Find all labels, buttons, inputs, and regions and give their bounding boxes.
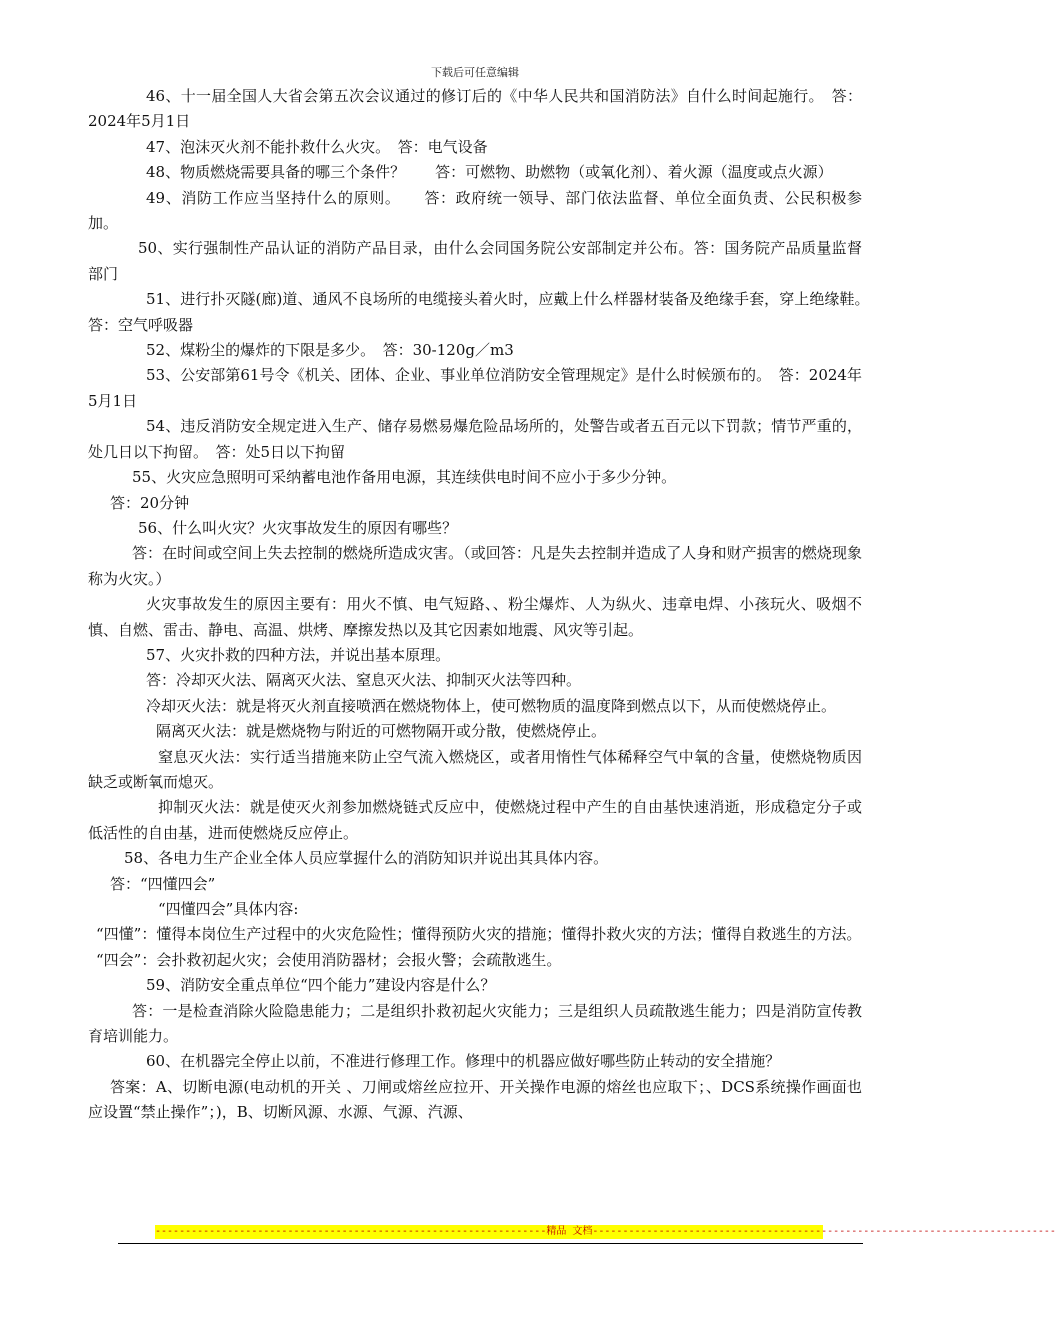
paragraph: 49、消防工作应当坚持什么的原则。 答：政府统一领导、部门依法监督、单位全面负责、公民积极参加。 (88, 188, 862, 233)
paragraph: 答：“四懂四会” (110, 874, 216, 893)
paragraph: 抑制灭火法：就是使灭火剂参加燃烧链式反应中，使燃烧过程中产生的自由基快速消逝，形成稳定分子或低活性的自由基，进而使燃烧反应停止。 (88, 798, 862, 842)
paragraph: 52、煤粉尘的爆炸的下限是多少。 答：30-120g／m3 (146, 341, 514, 360)
page-header: 下载后可任意编辑 (431, 66, 519, 79)
paragraph: 47、泡沫灭火剂不能扑救什么火灾。 答：电气设备 (146, 137, 488, 156)
paragraph: 48、物质燃烧需要具备的哪三个条件？ 答：可燃物、助燃物（或氧化剂）、着火源（温度或点火源） (146, 163, 833, 182)
document-body (88, 84, 893, 1126)
paragraph: 54、违反消防安全规定进入生产、储存易燃易爆危险品场所的，处警告或者五百元以下罚款；情节严重的，处几日以下拘留。 答：处5日以下拘留 (88, 417, 862, 461)
paragraph: 55、火灾应急照明可采纳蓄电池作备用电源，其连续供电时间不应小于多少分钟。 (132, 468, 677, 487)
page-footer-banner: -----------------------------------------------------------------精品 文档----------------------------------------------------------------------------- (155, 1226, 1056, 1237)
paragraph: 窒息灭火法：实行适当措施来防止空气流入燃烧区，或者用惰性气体稀释空气中氧的含量，使燃烧物质因缺乏或断氧而熄灭。 (88, 747, 862, 791)
footer-divider (118, 1243, 863, 1244)
paragraph: 60、在机器完全停止以前，不准进行修理工作。修理中的机器应做好哪些防止转动的安全措施？ (146, 1052, 781, 1071)
paragraph: 56、什么叫火灾？火灾事故发生的原因有哪些？ (138, 518, 458, 537)
paragraph: 46、十一届全国人大省会第五次会议通过的修订后的《中华人民共和国消防法》自什么时间起施行。 答：2024年5月1日 (88, 87, 862, 131)
paragraph: 火灾事故发生的原因主要有：用火不慎、电气短路、、粉尘爆炸、人为纵火、违章电焊、小孩玩火、吸烟不慎、自燃、雷击、静电、高温、烘烤、摩擦发热以及其它因素如地震、风灾等引起。 (88, 595, 862, 639)
paragraph: 答：在时间或空间上失去控制的燃烧所造成灾害。（或回答：凡是失去控制并造成了人身和财产损害的燃烧现象称为火灾。） (88, 544, 862, 588)
paragraph: 答：冷却灭火法、隔离灭火法、窒息灭火法、抑制灭火法等四种。 (146, 671, 582, 690)
paragraph: 答案：A、切断电源(电动机的开关 、刀闸或熔丝应拉开、开关操作电源的熔丝也应取下；、DCS系统操作画面也应设置“禁止操作”；)，B、切断风源、水源、气源、汽源、 (88, 1077, 862, 1122)
paragraph: 50、实行强制性产品认证的消防产品目录，由什么会同国务院公安部制定并公布。答：国务院产品质量监督部门 (88, 239, 862, 283)
paragraph: 58、各电力生产企业全体人员应掌握什么的消防知识并说出其具体内容。 (124, 849, 609, 868)
paragraph: “四会”：会扑救初起火灾；会使用消防器材；会报火警；会疏散逃生。 (96, 950, 562, 969)
paragraph: 冷却灭火法：就是将灭火剂直接喷洒在燃烧物体上，使可燃物质的温度降到燃点以下，从而使燃烧停止。 (146, 696, 837, 715)
paragraph: 53、公安部第61号令《机关、团体、企业、事业单位消防安全管理规定》是什么时候颁布的。 答：2024年5月1日 (88, 366, 862, 410)
paragraph: 51、进行扑灭隧(廊)道、通风不良场所的电缆接头着火时，应戴上什么样器材装备及绝缘手套，穿上绝缘鞋。 答：空气呼吸器 (88, 290, 893, 334)
paragraph: “四懂四会”具体内容: (158, 900, 299, 918)
paragraph: 答：20分钟 (110, 493, 190, 512)
paragraph: 隔离灭火法：就是燃烧物与附近的可燃物隔开或分散，使燃烧停止。 (156, 722, 607, 741)
paragraph: “四懂”：懂得本岗位生产过程中的火灾危险性；懂得预防火灾的措施；懂得扑救火灾的方法；懂得自救逃生的方法。 (96, 925, 862, 944)
paragraph: 答：一是检查消除火险隐患能力；二是组织扑救初起火灾能力；三是组织人员疏散逃生能力；四是消防宣传教育培训能力。 (88, 1001, 862, 1046)
paragraph: 59、消防安全重点单位“四个能力”建设内容是什么？ (146, 976, 496, 995)
paragraph: 57、火灾扑救的四种方法，并说出基本原理。 (146, 645, 451, 664)
